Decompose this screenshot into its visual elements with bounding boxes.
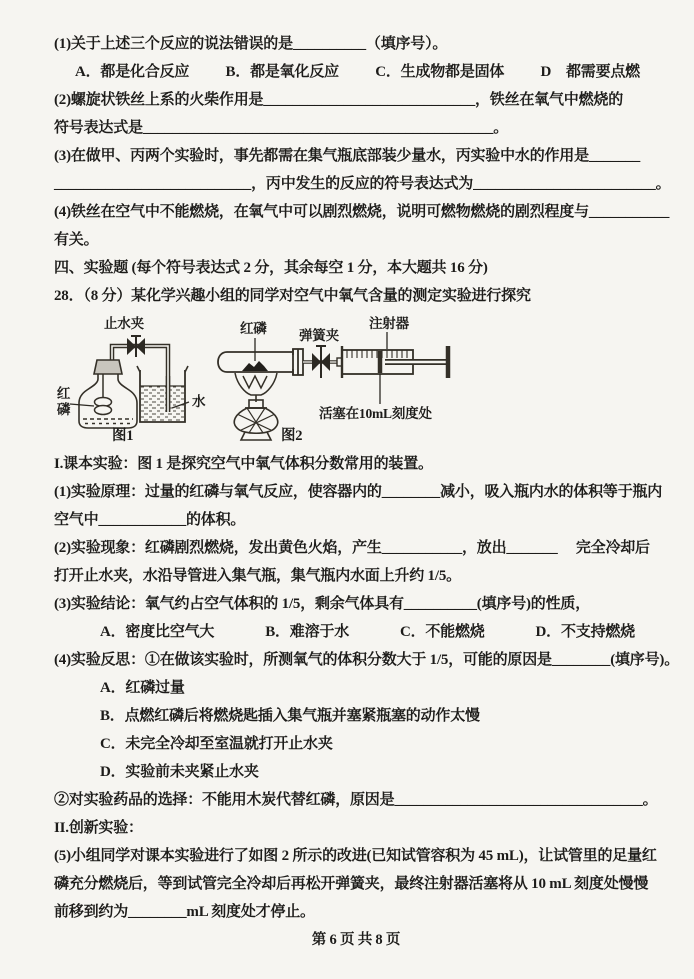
- q28-principle-line1: (1)实验原理：过量的红磷与氧气反应，使容器内的________减小，吸入瓶内水的体积等于瓶内: [54, 484, 663, 500]
- syringe: [337, 346, 448, 378]
- stop-clamp-label: 止水夹: [104, 316, 144, 331]
- q28-c-option-b: B．难溶于水: [265, 624, 349, 640]
- q28-part5-line2: 磷充分燃烧后，等到试管完全冷却后再松开弹簧夹，最终注射器活塞将从 10 mL 刻度处慢慢: [54, 876, 649, 892]
- q27-option-d: D 都需要点燃: [540, 64, 640, 80]
- q27-part3-line1: (3)在做甲、丙两个实验时，事先都需在集气瓶底部装少量水，丙实验中水的作用是_______: [54, 148, 640, 164]
- q28-reagent-line: ②对实验药品的选择：不能用木炭代替红磷，原因是__________________________________。: [54, 792, 658, 808]
- piston-position-label: 活塞在10mL刻度处: [319, 406, 432, 421]
- beaker: [137, 366, 188, 422]
- q28-r-option-d: D．实验前未夹紧止水夹: [100, 764, 259, 780]
- q28-c-option-c: C．不能燃烧: [399, 624, 485, 640]
- red-phosphorus-label-fig1: 红磷: [56, 386, 71, 417]
- spring-clamp-icon: [312, 346, 330, 378]
- q27-part2-line2: 符号表达式是________________________________________________。: [54, 120, 509, 136]
- flame: [235, 373, 277, 395]
- section4-header: 四、实验题 (每个符号表达式 2 分，其余每空 1 分，本大题共 16 分): [54, 260, 488, 276]
- q27-part4-line2: 有关。: [54, 232, 99, 248]
- q28-c-option-a: A．密度比空气大: [100, 624, 215, 640]
- red-phosphorus-label-fig2: 红磷: [240, 321, 267, 336]
- page-footer: 第 6 页 共 8 页: [311, 932, 401, 948]
- q28-phenomenon-line2: 打开止水夹，水沿导管进入集气瓶，集气瓶内水面上升约 1/5。: [54, 568, 461, 584]
- q28-innovation-head: II.创新实验：: [54, 820, 143, 836]
- q28-r-option-c: C．未完全冷却至室温就打开止水夹: [100, 736, 333, 752]
- water-label: 水: [192, 394, 206, 409]
- q28-principle-line2: 空气中____________的体积。: [54, 512, 246, 528]
- figure1-drawing: [56, 316, 211, 450]
- stop-clamp-icon: [127, 336, 145, 357]
- q28-r-option-a: A．红磷过量: [100, 680, 185, 696]
- figure-row: [56, 316, 658, 450]
- q28-part5-line1: (5)小组同学对课本实验进行了如图 2 所示的改进(已知试管容积为 45 mL)，让试管里的足量红: [54, 848, 657, 864]
- q27-option-c: C．生成物都是固体: [375, 64, 505, 80]
- red-phosphorus-pointer: [70, 404, 94, 406]
- q28-phenomenon-line1: (2)实验现象：红磷剧烈燃烧，发出黄色火焰，产生___________，放出_______ 完全冷却后: [54, 540, 650, 556]
- q28-stem: 28．（8 分）某化学兴趣小组的同学对空气中氧气含量的测定实验进行探究: [54, 288, 531, 304]
- figure2: [211, 316, 463, 450]
- q28-conclusion-options-row: [54, 618, 658, 646]
- q28-textbook-exp-head: I.课本实验：图 1 是探究空气中氧气体积分数常用的装置。: [54, 456, 433, 472]
- q27-part4-line1: (4)铁丝在空气中不能燃烧，在氧气中可以剧烈燃烧，说明可燃物燃烧的剧烈程度与___________: [54, 204, 670, 220]
- q27-option-a: A．都是化合反应: [75, 64, 190, 80]
- gas-bottle: [79, 360, 137, 428]
- syringe-label: 注射器: [369, 316, 409, 331]
- q28-reflection-line: (4)实验反思：①在做该实验时，所测氧气的体积分数大于 1/5，可能的原因是________(填序号)。: [54, 652, 680, 668]
- q27-option-b: B．都是氧化反应: [225, 64, 339, 80]
- figure2-caption: 图2: [281, 428, 303, 444]
- alcohol-lamp: [234, 395, 278, 440]
- figure1: [56, 316, 211, 450]
- figure1-caption: 图1: [112, 428, 134, 444]
- spring-clamp-label: 弹簧夹: [299, 328, 339, 343]
- red-phosphorus-mound: [242, 361, 268, 371]
- q28-r-option-b: B．点燃红磷后将燃烧匙插入集气瓶并塞紧瓶塞的动作太慢: [100, 708, 480, 724]
- q28-part5-line3: 前移到约为________mL 刻度处才停止。: [54, 904, 315, 920]
- q28-conclusion-line: (3)实验结论：氧气约占空气体积的 1/5，剩余气体具有__________(填序号)的性质，: [54, 596, 591, 612]
- stopper: [293, 349, 303, 375]
- q27-part2-line1: (2)螺旋状铁丝上系的火柴作用是_____________________________，铁丝在氧气中燃烧的: [54, 92, 623, 108]
- q27-part1-line: (1)关于上述三个反应的说法错误的是__________（填序号）。: [54, 36, 448, 52]
- q27-part3-line2: ___________________________，丙中发生的反应的符号表达式为_________________________。: [54, 176, 671, 192]
- q28-c-option-d: D．不支持燃烧: [535, 624, 635, 640]
- q27-options-row: [54, 58, 658, 86]
- syringe-scale-ticks: [347, 350, 407, 358]
